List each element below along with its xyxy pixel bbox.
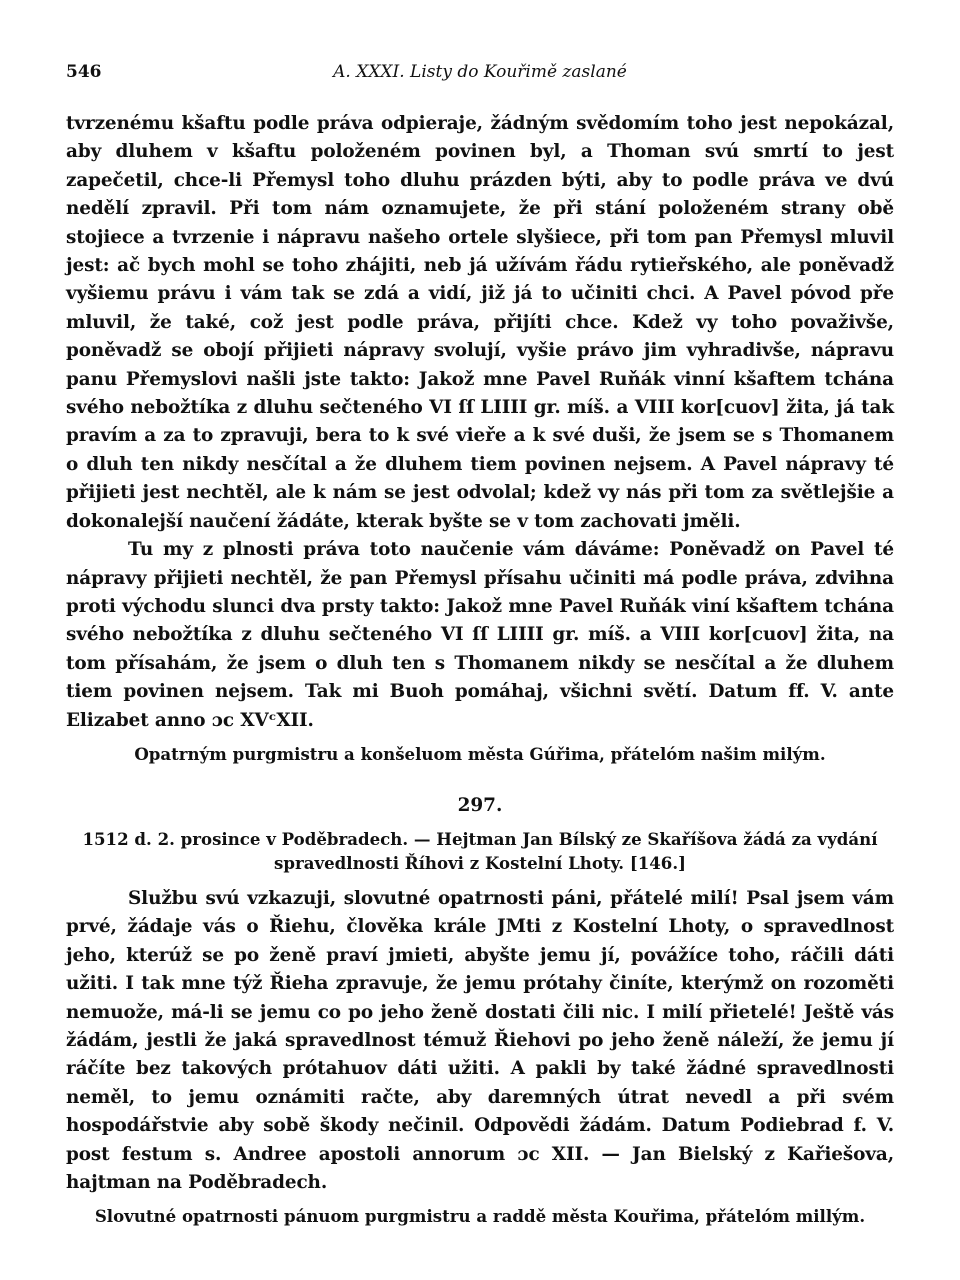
document-296-text [66,110,894,735]
paragraph: Tu my z plnosti práva toto naučenie vám dáváme: Poněvadž on Pavel té nápravy přijieti nechtěl, že pan Přemysl přísahu učiniti má podle práva, zdvihna proti východu slunci dva prsty takto: Jakož mne Pavel Ruňák viní kšaftem tchána svého nebožtíka z dluhu sečteného VI ſſ LIIII gr. míš. a VIII kor[cuov] žita, na tom přísahám, že jsem o dluh ten s Thomanem nikdy se nesčítal a že dluhem tiem povinen nejsem. Tak mi Buoh pomáhaj, všichni světí. Datum ff. V. ante Elizabet anno ɔc XVᶜXII. [66,539,894,731]
document-number: 297. [457,794,503,816]
document-regest: 1512 d. 2. prosince v Poděbradech. — Hejtman Jan Bílský ze Skaříšova žádá za vydání spravedlnosti Říhovi z Kostelní Lhoty. [146.] [82,828,878,873]
paragraph: Službu svú vzkazuji, slovutné opatrnosti páni, přátelé milí! Psal jsem vám prvé, žádaje vás o Řiehu, člověka krále JMti z Kostelní Lhoty, o spravedlnost jeho, kterúž se po ženě praví jmieti, abyšte jemu jí, povážíce toho, ráčili dáti užiti. I tak mne týž Řieha zpravuje, že jemu prótahy činíte, kterýmž on rozoměti nemuože, má-li se jemu co po jeho ženě dostati čili nic. I milí přietelé! Ještě vás žádám, jestli že jaká spravedlnost témuž Řiehovi po jeho ženě náleží, že jemu jí ráčíte bez takových prótahuov dáti užiti. A pakli by také žádné spravedlnosti neměl, to jemu oznámiti račte, aby daremných útrat nevedl a při svém hospodářstvie aby sobě škody nečinil. Odpovědi žádám. Datum Podiebrad f. V. post festum s. Andree apostoli annorum ɔc XII. — Jan Bielský z Kařiešova, hajtman na Poděbradech. [66,887,894,1193]
running-title: A. XXXI. Listy do Kouřimě zaslané [333,62,627,82]
paragraph: tvrzenému kšaftu podle práva odpieraje, žádným svědomím toho jest nepokázal, aby dluhem v kšaftu položeném povinen byl, a Thoman svú smrtí to jest zapečetil, chce-li Přemysl toho dluhu prázden býti, aby to podle práva ve dvú nedělí zpravil. Při tom nám oznamujete, že při stání položeném strany obě stojiece a tvrzenie i nápravu našeho ortele slyšiece, při tom pan Přemysl mluvil jest: ač bych mohl se toho zhájiti, neb já užívám řádu rytieřského, ale poněvadž vyšiemu právu i vám tak se zdá a vidí, již já to učiniti chci. A Pavel póvod pře mluvil, že také, což jest podle práva, přijíti chce. Kdež vy toho považivše, poněvadž se obojí přijieti nápravy svolují, vyšie právo jim vyhradivše, nápravu panu Přemyslovi našli jste takto: Jakož mne Pavel Ruňák vinní kšaftem tchána svého nebožtíka z dluhu sečteného VI ſſ LIIII gr. míš. a VIII kor[cuov] žita, já tak pravím a za to zpravuji, bera to k své vieře a k své duši, že jsem se s Thomanem o dluh ten nikdy nesčítal a že dluhem tiem povinen nejsem. A Pavel nápravy té přijieti jest nechtěl, ale k nám se jest odvolal; kdež vy nás při tom za světlejšie a dokonalejší naučení žádáte, kterak byšte se v tom zachovati jměli. [66,113,894,532]
address-line: Opatrným purgmistru a konšeluom města Gúřima, přátelóm našim milým. [134,743,826,764]
document-page [66,56,894,1229]
page-number: 546 [66,62,102,82]
running-head [66,56,894,92]
address-line: Slovutné opatrnosti pánuom purgmistru a raddě města Kouřima, přátelóm millým. [94,1206,866,1227]
document-297-text [66,885,894,1197]
